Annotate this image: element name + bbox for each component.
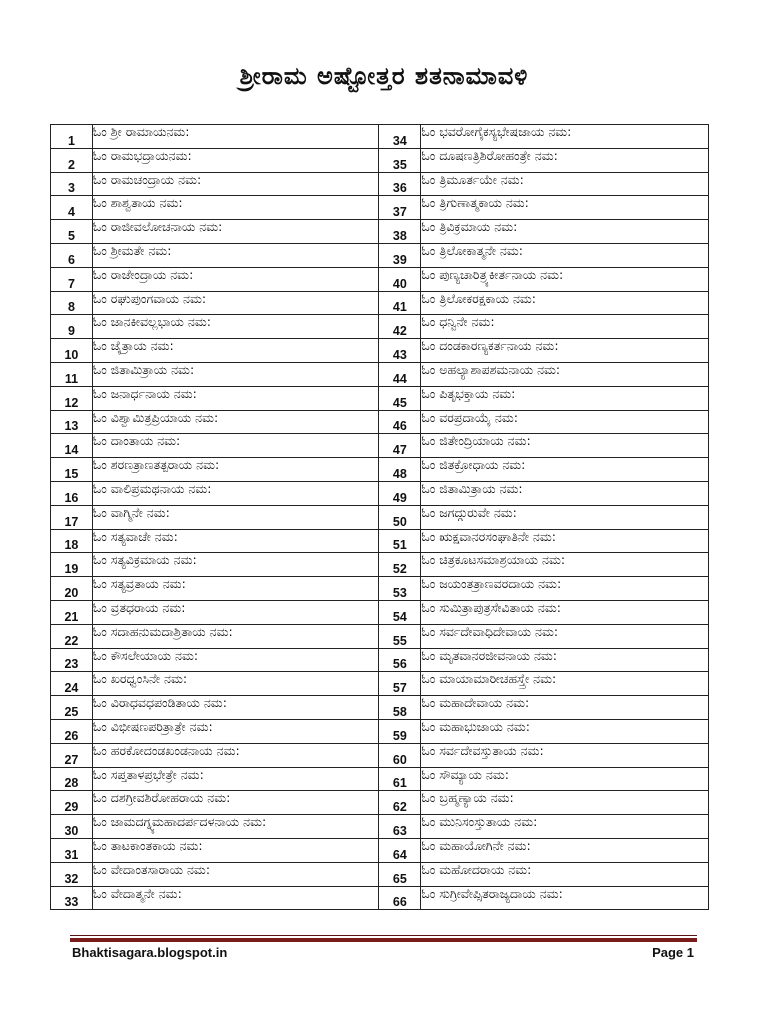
table-row	[51, 243, 709, 267]
name-number-left: 30	[51, 815, 93, 839]
name-number-right: 49	[379, 481, 421, 505]
name-number-left: 31	[51, 838, 93, 862]
name-number-right: 45	[379, 386, 421, 410]
name-number-right: 34	[379, 125, 421, 149]
name-text-right: ಓಂ ಜಿತಕ್ರೋಧಾಯ ನಮ:	[421, 458, 709, 482]
table-row	[51, 362, 709, 386]
table-row	[51, 267, 709, 291]
name-number-left: 10	[51, 339, 93, 363]
name-number-left: 17	[51, 505, 93, 529]
name-number-right: 51	[379, 529, 421, 553]
name-number-left: 4	[51, 196, 93, 220]
name-text-right: ಓಂ ಜಗದ್ಗುರುವೇ ನಮ:	[421, 505, 709, 529]
name-text-right: ಓಂ ತ್ರಿಗುಣಾತ್ಮಕಾಯ ನಮ:	[421, 196, 709, 220]
table-row	[51, 125, 709, 149]
table-row	[51, 315, 709, 339]
name-number-left: 27	[51, 743, 93, 767]
table-row	[51, 600, 709, 624]
table-row	[51, 815, 709, 839]
name-text-right: ಓಂ ತ್ರಿಲೋಕಾತ್ಮನೇ ನಮ:	[421, 243, 709, 267]
table-row	[51, 648, 709, 672]
name-text-left: ಓಂ ಹರಕೋದಂಡಖಂಡನಾಯ ನಮ:	[92, 743, 379, 767]
name-text-left: ಓಂ ಜಾನಕೀವಲ್ಲಭಾಯ ನಮ:	[92, 315, 379, 339]
table-row	[51, 577, 709, 601]
name-number-right: 47	[379, 434, 421, 458]
name-number-right: 46	[379, 410, 421, 434]
table-row	[51, 220, 709, 244]
name-number-left: 26	[51, 719, 93, 743]
name-text-right: ಓಂ ಋಕ್ಷವಾನರಸಂಘಾತಿನೇ ನಮ:	[421, 529, 709, 553]
name-number-left: 20	[51, 577, 93, 601]
name-number-left: 6	[51, 243, 93, 267]
name-number-left: 18	[51, 529, 93, 553]
name-number-left: 13	[51, 410, 93, 434]
name-number-left: 33	[51, 886, 93, 910]
name-text-left: ಓಂ ಶರಣತ್ರಾಣತತ್ಪರಾಯ ನಮ:	[92, 458, 379, 482]
table-row	[51, 767, 709, 791]
name-number-right: 53	[379, 577, 421, 601]
name-text-left: ಓಂ ಸತ್ಯವಿಕ್ರಮಾಯ ನಮ:	[92, 553, 379, 577]
name-number-left: 22	[51, 624, 93, 648]
name-number-left: 21	[51, 600, 93, 624]
footer-site: Bhaktisagara.blogspot.in	[72, 945, 228, 960]
name-text-right: ಓಂ ಚಿತ್ರಕೂಟಸಮಾಶ್ರಯಾಯ ನಮ:	[421, 553, 709, 577]
names-table	[50, 124, 709, 910]
name-number-right: 61	[379, 767, 421, 791]
name-number-right: 36	[379, 172, 421, 196]
name-number-right: 57	[379, 672, 421, 696]
name-text-left: ಓಂ ಜನಾರ್ಧನಾಯ ನಮ:	[92, 386, 379, 410]
footer-rule-thin	[70, 935, 697, 936]
name-number-right: 64	[379, 838, 421, 862]
name-number-left: 5	[51, 220, 93, 244]
table-row	[51, 291, 709, 315]
table-row	[51, 624, 709, 648]
table-row	[51, 791, 709, 815]
name-text-left: ಓಂ ರಘುಪುಂಗವಾಯ ನಮ:	[92, 291, 379, 315]
name-text-right: ಓಂ ಜಿತಾಮಿತ್ರಾಯ ನಮ:	[421, 481, 709, 505]
name-text-right: ಓಂ ತ್ರಿವಿಕ್ರಮಾಯ ನಮ:	[421, 220, 709, 244]
name-text-left: ಓಂ ವಿಶ್ವಾಮಿತ್ರಪ್ರಿಯಾಯ ನಮ:	[92, 410, 379, 434]
name-text-right: ಓಂ ಮುನಿಸಂಸ್ತುತಾಯ ನಮ:	[421, 815, 709, 839]
name-number-left: 25	[51, 696, 93, 720]
name-text-left: ಓಂ ತಾಟಕಾಂತಕಾಯ ನಮ:	[92, 838, 379, 862]
name-number-right: 60	[379, 743, 421, 767]
name-text-right: ಓಂ ತ್ರಿಲೋಕರಕ್ಷಕಾಯ ನಮ:	[421, 291, 709, 315]
name-text-left: ಓಂ ವಾಗ್ಮಿನೇ ನಮ:	[92, 505, 379, 529]
name-text-right: ಓಂ ವರಪ್ರದಾಯೈ ನಮ:	[421, 410, 709, 434]
name-text-left: ಓಂ ವ್ರತಧರಾಯ ನಮ:	[92, 600, 379, 624]
table-row	[51, 743, 709, 767]
name-text-right: ಓಂ ಸೌಮ್ಯಾಯ ನಮ:	[421, 767, 709, 791]
name-text-left: ಓಂ ವೇದಾಂತಸಾರಾಯ ನಮ:	[92, 862, 379, 886]
name-number-right: 42	[379, 315, 421, 339]
name-text-left: ಓಂ ವಿರಾಧವಧಪಂಡಿತಾಯ ನಮ:	[92, 696, 379, 720]
name-text-left: ಓಂ ರಾಜೀವಲೋಚನಾಯ ನಮ:	[92, 220, 379, 244]
name-number-right: 56	[379, 648, 421, 672]
name-text-left: ಓಂ ವಾಲಿಪ್ರಮಥನಾಯ ನಮ:	[92, 481, 379, 505]
footer-rule-thick	[70, 938, 697, 942]
name-number-right: 50	[379, 505, 421, 529]
name-text-right: ಓಂ ದೂಷಣತ್ರಿಶಿರೋಹಂತ್ರೇ ನಮ:	[421, 148, 709, 172]
table-row	[51, 505, 709, 529]
name-text-left: ಓಂ ಜಿತಾಮಿತ್ರಾಯ ನಮ:	[92, 362, 379, 386]
name-text-left: ಓಂ ಸಪ್ತತಾಳಪ್ರಭೇತ್ರೇ ನಮ:	[92, 767, 379, 791]
table-row	[51, 386, 709, 410]
name-number-right: 44	[379, 362, 421, 386]
name-text-left: ಓಂ ಕೌಸಲೇಯಾಯ ನಮ:	[92, 648, 379, 672]
name-text-right: ಓಂ ಜಿತೇಂದ್ರಿಯಾಯ ನಮ:	[421, 434, 709, 458]
table-row	[51, 862, 709, 886]
name-text-right: ಓಂ ಮಹಾಭುಜಾಯ ನಮ:	[421, 719, 709, 743]
name-text-right: ಓಂ ಮಾಯಾಮಾರೀಚಹಸ್ತ್ರೇ ನಮ:	[421, 672, 709, 696]
name-text-left: ಓಂ ವಿಭೀಷಣಪರಿತ್ರಾತ್ರೇ ನಮ:	[92, 719, 379, 743]
name-text-right: ಓಂ ಧನ್ವಿನೇ ನಮ:	[421, 315, 709, 339]
table-row	[51, 696, 709, 720]
name-text-left: ಓಂ ದಾಂತಾಯ ನಮ:	[92, 434, 379, 458]
name-number-left: 2	[51, 148, 93, 172]
table-row	[51, 672, 709, 696]
name-text-right: ಓಂ ಬ್ರಹ್ಮಣ್ಯಾಯ ನಮ:	[421, 791, 709, 815]
table-row	[51, 410, 709, 434]
name-number-left: 1	[51, 125, 93, 149]
name-number-left: 12	[51, 386, 93, 410]
table-row	[51, 553, 709, 577]
name-number-left: 19	[51, 553, 93, 577]
name-number-right: 37	[379, 196, 421, 220]
name-number-right: 59	[379, 719, 421, 743]
page-title: ಶ್ರೀರಾಮ ಅಷ್ಟೋತ್ತರ ಶತನಾಮಾವಳಿ	[239, 62, 529, 90]
table-row	[51, 529, 709, 553]
name-number-left: 32	[51, 862, 93, 886]
name-number-left: 8	[51, 291, 93, 315]
name-number-right: 62	[379, 791, 421, 815]
table-row	[51, 886, 709, 910]
name-text-left: ಓಂ ವೇದಾತ್ಮನೇ ನಮ:	[92, 886, 379, 910]
name-text-left: ಓಂ ರಾಮಭದ್ರಾಯನಮ:	[92, 148, 379, 172]
name-text-right: ಓಂ ತ್ರಿಮೂರ್ತಯೇ ನಮ:	[421, 172, 709, 196]
table-row	[51, 172, 709, 196]
name-text-right: ಓಂ ಪಿತೃಭಕ್ತಾಯ ನಮ:	[421, 386, 709, 410]
table-row	[51, 196, 709, 220]
name-text-left: ಓಂ ಶ್ರೀ ರಾಮಾಯನಮ:	[92, 125, 379, 149]
table-row	[51, 339, 709, 363]
name-number-right: 54	[379, 600, 421, 624]
name-number-left: 23	[51, 648, 93, 672]
name-text-left: ಓಂ ರಾಮಚಂದ್ರಾಯ ನಮ:	[92, 172, 379, 196]
table-row	[51, 719, 709, 743]
name-text-right: ಓಂ ಮಹೋದರಾಯ ನಮ:	[421, 862, 709, 886]
name-number-right: 43	[379, 339, 421, 363]
name-text-right: ಓಂ ದಂಡಕಾರಣ್ಯಕರ್ತನಾಯ ನಮ:	[421, 339, 709, 363]
name-number-right: 38	[379, 220, 421, 244]
table-row	[51, 148, 709, 172]
name-text-left: ಓಂ ಸತ್ಯವಾಚೇ ನಮ:	[92, 529, 379, 553]
name-text-left: ಓಂ ಶಾಶ್ವತಾಯ ನಮ:	[92, 196, 379, 220]
name-text-right: ಓಂ ಅಹಲ್ಯಾಶಾಪಶಮನಾಯ ನಮ:	[421, 362, 709, 386]
name-number-right: 41	[379, 291, 421, 315]
name-number-left: 7	[51, 267, 93, 291]
name-number-left: 15	[51, 458, 93, 482]
name-text-right: ಓಂ ಮಹಾದೇವಾಯ ನಮ:	[421, 696, 709, 720]
table-row	[51, 458, 709, 482]
name-text-left: ಓಂ ಸದಾಹನುಮದಾಶ್ರಿತಾಯ ನಮ:	[92, 624, 379, 648]
name-number-right: 66	[379, 886, 421, 910]
name-text-right: ಓಂ ಸರ್ವದೇವಸ್ತುತಾಯ ನಮ:	[421, 743, 709, 767]
name-text-right: ಓಂ ಮೃತವಾನರಜೀವನಾಯ ನಮ:	[421, 648, 709, 672]
name-text-right: ಓಂ ಸುಮಿತ್ರಾಪುತ್ರಸೇವಿತಾಯ ನಮ:	[421, 600, 709, 624]
name-text-right: ಓಂ ಸುಗ್ರೀವೇಪ್ಸಿತರಾಜ್ಯದಾಯ ನಮ:	[421, 886, 709, 910]
name-text-left: ಓಂ ಜಾಮದಗ್ನ್ಯಮಹಾದರ್ಪದಳನಾಯ ನಮ:	[92, 815, 379, 839]
name-number-right: 65	[379, 862, 421, 886]
name-text-right: ಓಂ ಭವರೋಗೈಕಸ್ಯಭೇಷಜಾಯ ನಮ:	[421, 125, 709, 149]
footer-page-number: Page 1	[652, 945, 694, 960]
name-number-left: 14	[51, 434, 93, 458]
name-number-right: 35	[379, 148, 421, 172]
name-number-left: 3	[51, 172, 93, 196]
name-number-right: 40	[379, 267, 421, 291]
name-text-left: ಓಂ ದಶಗ್ರೀವಶಿರೋಹರಾಯ ನಮ:	[92, 791, 379, 815]
name-number-left: 24	[51, 672, 93, 696]
name-text-left: ಓಂ ಶ್ರೀಮತೇ ನಮ:	[92, 243, 379, 267]
name-text-left: ಓಂ ಜೈತ್ರಾಯ ನಮ:	[92, 339, 379, 363]
table-row	[51, 838, 709, 862]
name-number-right: 63	[379, 815, 421, 839]
name-number-left: 28	[51, 767, 93, 791]
name-text-left: ಓಂ ಸತ್ಯವ್ರತಾಯ ನಮ:	[92, 577, 379, 601]
name-number-left: 9	[51, 315, 93, 339]
name-number-left: 16	[51, 481, 93, 505]
name-text-right: ಓಂ ಸರ್ವದೇವಾಧಿದೇವಾಯ ನಮ:	[421, 624, 709, 648]
name-text-right: ಓಂ ಮಹಾಯೋಗಿನೇ ನಮ:	[421, 838, 709, 862]
table-row	[51, 434, 709, 458]
name-text-left: ಓಂ ಖರಧ್ವಂಸಿನೇ ನಮ:	[92, 672, 379, 696]
name-text-right: ಓಂ ಪುಣ್ಯಚಾರಿತ್ರ್ಯಕೀರ್ತನಾಯ ನಮ:	[421, 267, 709, 291]
name-number-right: 55	[379, 624, 421, 648]
table-row	[51, 481, 709, 505]
name-number-right: 39	[379, 243, 421, 267]
name-number-right: 58	[379, 696, 421, 720]
name-number-right: 48	[379, 458, 421, 482]
name-text-right: ಓಂ ಜಯಂತತ್ರಾಣವರದಾಯ ನಮ:	[421, 577, 709, 601]
name-number-left: 11	[51, 362, 93, 386]
name-text-left: ಓಂ ರಾಜೇಂದ್ರಾಯ ನಮ:	[92, 267, 379, 291]
names-table-body	[51, 125, 709, 910]
name-number-right: 52	[379, 553, 421, 577]
name-number-left: 29	[51, 791, 93, 815]
